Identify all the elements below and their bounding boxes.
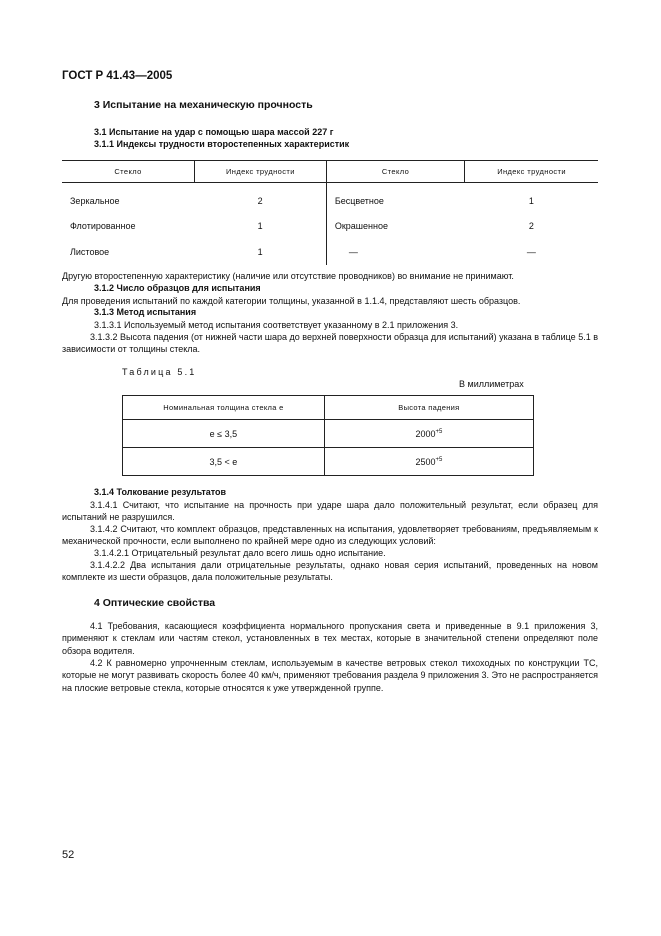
table-cell: [324, 420, 533, 448]
column-header-glass: Стекло: [62, 161, 194, 183]
table-row: [62, 239, 598, 265]
table-caption: Таблица 5.1: [122, 367, 197, 377]
table-cell: 2: [528, 221, 534, 232]
table-cell: [324, 448, 533, 476]
table-cell: Зеркальное: [70, 195, 120, 206]
table-header-row: [123, 396, 534, 420]
column-header-glass: Стекло: [326, 161, 464, 183]
paragraph-3-1-4-2-2: 3.1.4.2.2 Два испытания дали отрицательные результаты, однако новая серия испытаний, проведенных на новом комплекте из шести образцов, дала положительные результаты.: [62, 560, 598, 583]
paragraph-3-1-2: Для проведения испытаний по каждой категории толщины, указанной в 1.1.4, представляют шесть образцов.: [62, 296, 521, 306]
drop-height-value: 2000: [415, 428, 436, 439]
table-row: [123, 448, 534, 476]
paragraph-3-1-4-2-1: 3.1.4.2.1 Отрицательный результат дало всего лишь одно испытание.: [94, 548, 386, 558]
document-header-id: ГОСТ Р 41.43—2005: [62, 70, 173, 82]
table-cell: 1: [528, 195, 534, 206]
table-cell: Флотированное: [70, 221, 136, 232]
paragraph-3-1-4-1: 3.1.4.1 Считают, что испытание на прочность при ударе шара дало положительный результат, если образец для испытаний не разрушился.: [62, 500, 598, 523]
paragraph-4-1: 4.1 Требования, касающиеся коэффициента нормального пропускания света и приведенные в 9.1 приложения 3, применяют к стеклам или частям стекол, установленных в тех местах, которые в значительной степени определяют поле обзора водителя.: [62, 621, 598, 656]
table-cell: —: [526, 246, 536, 257]
column-header-thickness: Номинальная толщина стекла e: [123, 396, 325, 420]
section-3-1-title: 3.1 Испытание на удар с помощью шара массой 227 г: [94, 127, 334, 137]
table-header-row: [62, 161, 598, 183]
table-cell: 2: [257, 195, 263, 206]
table-cell: —: [326, 239, 464, 265]
section-3-1-2-title: 3.1.2 Число образцов для испытания: [94, 283, 261, 293]
page-number: 52: [62, 849, 75, 861]
section-3-1-3-title: 3.1.3 Метод испытания: [94, 307, 197, 317]
paragraph-3-1-3-1: 3.1.3.1 Используемый метод испытания соответствует указанному в 2.1 приложения 3.: [94, 320, 459, 330]
drop-height-table: [122, 395, 534, 476]
paragraph-4-2: 4.2 К равномерно упрочненным стеклам, используемым в качестве ветровых стекол тихоходных по конструкции ТС, которые не могут развивать скорость более 40 км/ч, применяют требования раздела 9 приложения 3. Это не распространяется на плоские ветровые стекла, которые относятся к уже утвержденной группе.: [62, 658, 598, 693]
tolerance-superscript: +5: [435, 428, 443, 435]
tolerance-superscript: +5: [435, 456, 443, 463]
difficulty-index-table: [62, 160, 598, 265]
table-cell: 1: [257, 246, 263, 257]
table-cell: Окрашенное: [326, 214, 464, 240]
table-row: [62, 183, 598, 214]
table-cell: 1: [257, 221, 263, 232]
table-row: [62, 214, 598, 240]
table-cell: 3,5 < e: [123, 448, 325, 476]
table-units: В миллиметрах: [459, 379, 524, 389]
table-cell: e ≤ 3,5: [123, 420, 325, 448]
section-4-title: 4 Оптические свойства: [94, 597, 216, 609]
section-3-1-1-title: 3.1.1 Индексы трудности второстепенных характеристик: [94, 139, 350, 149]
drop-height-value: 2500: [415, 456, 436, 467]
paragraph-3-1-3-2: 3.1.3.2 Высота падения (от нижней части шара до верхней поверхности образца для испытаний) указана в таблице 5.1 в зависимости от толщины стекла.: [62, 332, 598, 355]
column-header-index: Индекс трудности: [465, 161, 598, 183]
paragraph-other-characteristic: Другую второстепенную характеристику (наличие или отсутствие проводников) во внимание не принимают.: [62, 271, 514, 281]
section-3-title: 3 Испытание на механическую прочность: [94, 99, 313, 111]
column-header-index: Индекс трудности: [194, 161, 326, 183]
table-row: [123, 420, 534, 448]
column-header-drop-height: Высота падения: [324, 396, 533, 420]
table-cell: Листовое: [70, 246, 110, 257]
paragraph-3-1-4-2: 3.1.4.2 Считают, что комплект образцов, представленных на испытания, удовлетворяет требованиям, предъявляемым к механической прочности, если выполнено по крайней мере одно из следующих условий:: [62, 524, 598, 547]
section-3-1-4-title: 3.1.4 Толкование результатов: [94, 487, 227, 497]
table-cell: Бесцветное: [326, 183, 464, 214]
